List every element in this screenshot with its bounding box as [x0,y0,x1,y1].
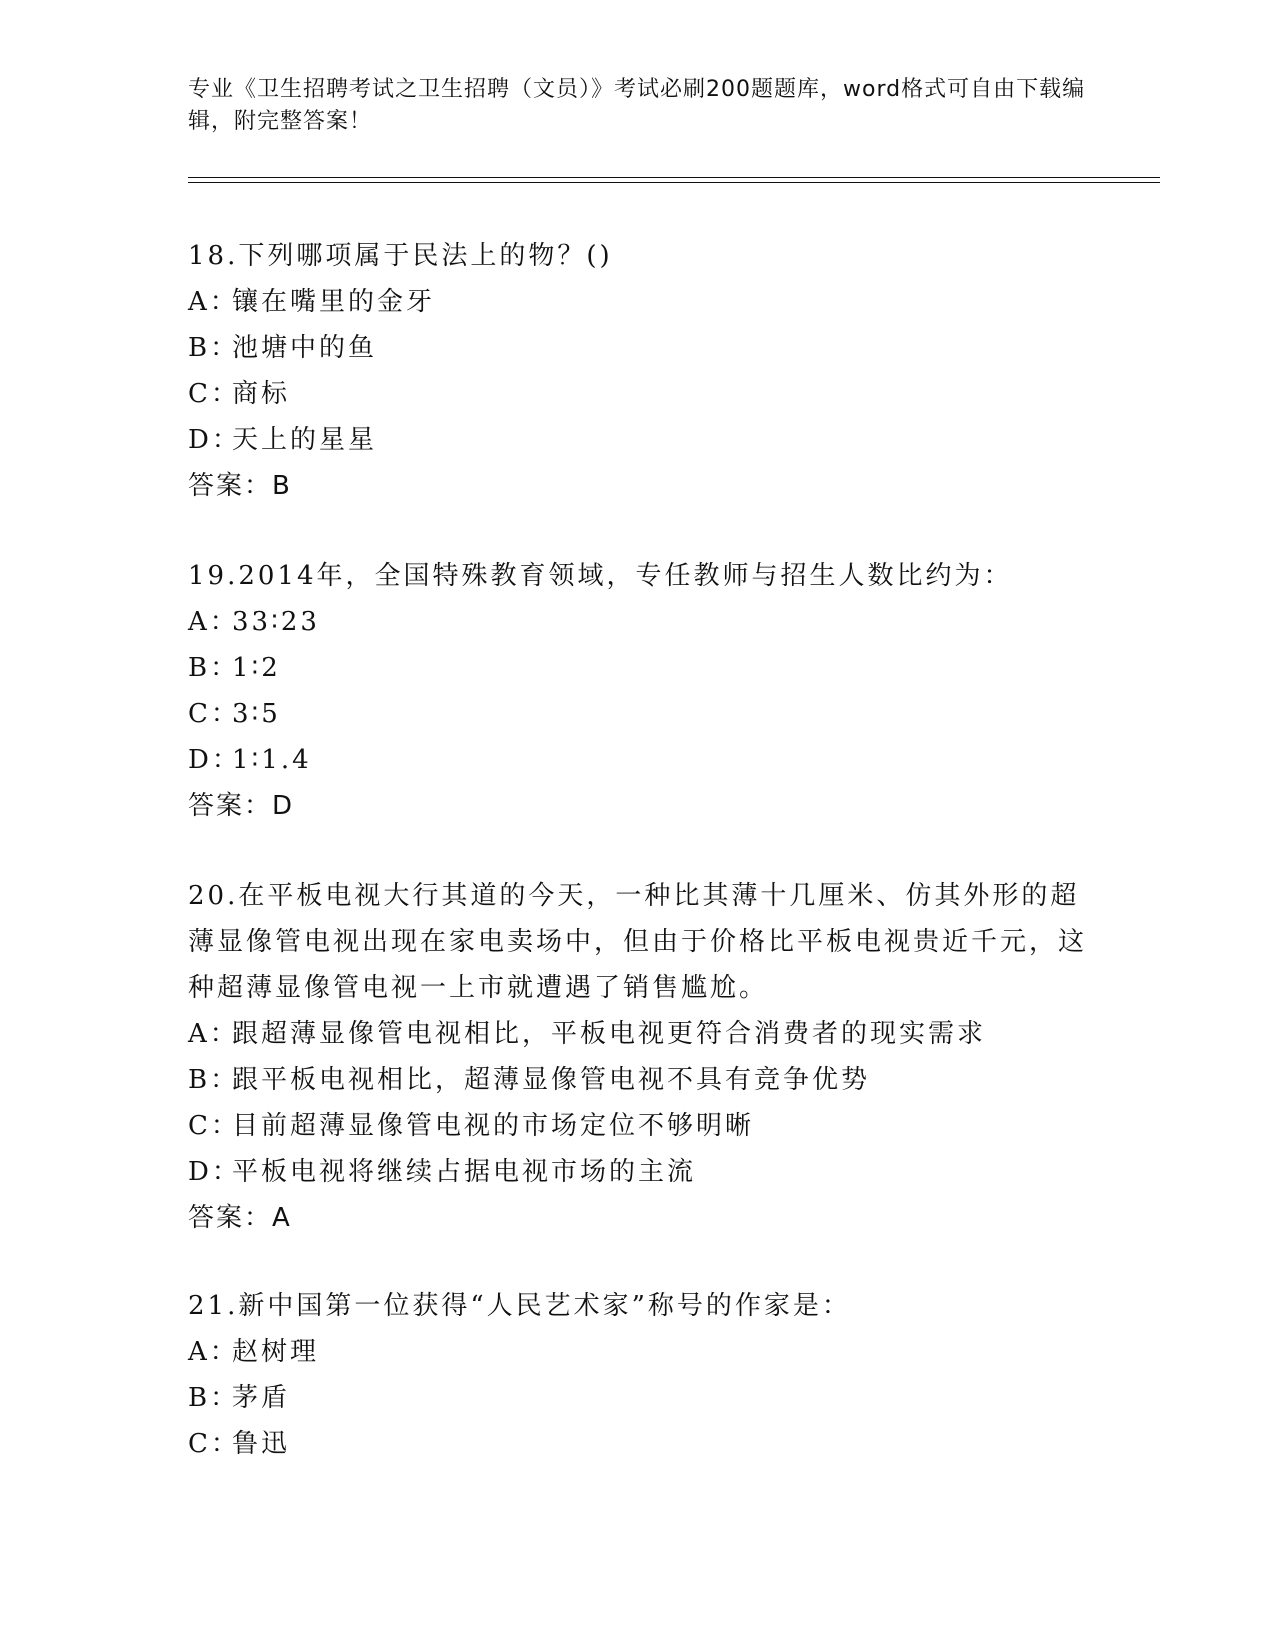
option-text: 天上的星星 [232,425,378,455]
answer-line: 答案：B [188,471,292,501]
option-b [188,645,1088,691]
option-text: 平板电视将继续占据电视市场的主流 [232,1157,697,1187]
option-d [188,737,1088,783]
option-text: 镶在嘴里的金牙 [232,287,436,317]
option-text: 跟平板电视相比，超薄显像管电视不具有竞争优势 [232,1065,871,1095]
option-label: A： [188,1019,239,1049]
option-label: A： [188,1337,239,1367]
question-stem: 19.2014年，全国特殊教育领域，专任教师与招生人数比约为： [188,561,1013,591]
question-stem: 18.下列哪项属于民法上的物？() [188,241,613,271]
option-text: 3∶5 [232,699,281,729]
option-a [188,599,1088,645]
option-text: 跟超薄显像管电视相比，平板电视更符合消费者的现实需求 [232,1019,987,1049]
option-c [188,691,1088,737]
option-text: 目前超薄显像管电视的市场定位不够明晰 [232,1111,755,1141]
option-a [188,1329,1088,1375]
option-text: 1∶1.4 [232,745,312,775]
option-d [188,417,1088,463]
option-label: D： [188,745,241,775]
option-label: B： [188,333,240,363]
option-label: B： [188,1065,240,1095]
option-b [188,325,1088,371]
option-label: A： [188,607,239,637]
question-20 [188,873,1088,1241]
option-b [188,1057,1088,1103]
option-c [188,371,1088,417]
option-a [188,279,1088,325]
option-label: A： [188,287,239,317]
question-stem: 21.新中国第一位获得“人民艺术家”称号的作家是： [188,1291,851,1321]
option-text: 茅盾 [232,1383,291,1413]
question-21 [188,1283,1088,1467]
header-divider-bottom [188,182,1160,183]
option-text: 商标 [232,379,291,409]
header-divider-top [188,177,1160,178]
option-label: C： [188,1429,240,1459]
option-label: B： [188,1383,240,1413]
option-c [188,1421,1088,1467]
answer-line: 答案：D [188,791,295,821]
option-text: 1∶2 [232,653,281,683]
option-a [188,1011,1088,1057]
option-text: 池塘中的鱼 [232,333,378,363]
option-text: 33∶23 [232,607,320,637]
option-label: C： [188,699,240,729]
option-label: B： [188,653,240,683]
option-b [188,1375,1088,1421]
answer-line: 答案：A [188,1203,292,1233]
option-d [188,1149,1088,1195]
question-stem: 20.在平板电视大行其道的今天，一种比其薄十几厘米、仿其外形的超薄显像管电视出现在家电卖场中，但由于价格比平板电视贵近千元，这种超薄显像管电视一上市就遭遇了销售尴尬。 [188,881,1088,1003]
document-header: 专业《卫生招聘考试之卫生招聘（文员）》考试必刷200题题库，word格式可自由下载编辑，附完整答案！ [188,77,1086,134]
option-text: 赵树理 [232,1337,320,1367]
option-label: D： [188,1157,241,1187]
question-19 [188,553,1088,829]
option-c [188,1103,1088,1149]
option-label: C： [188,379,240,409]
question-18 [188,233,1088,509]
option-label: C： [188,1111,240,1141]
option-text: 鲁迅 [232,1429,291,1459]
option-label: D： [188,425,241,455]
